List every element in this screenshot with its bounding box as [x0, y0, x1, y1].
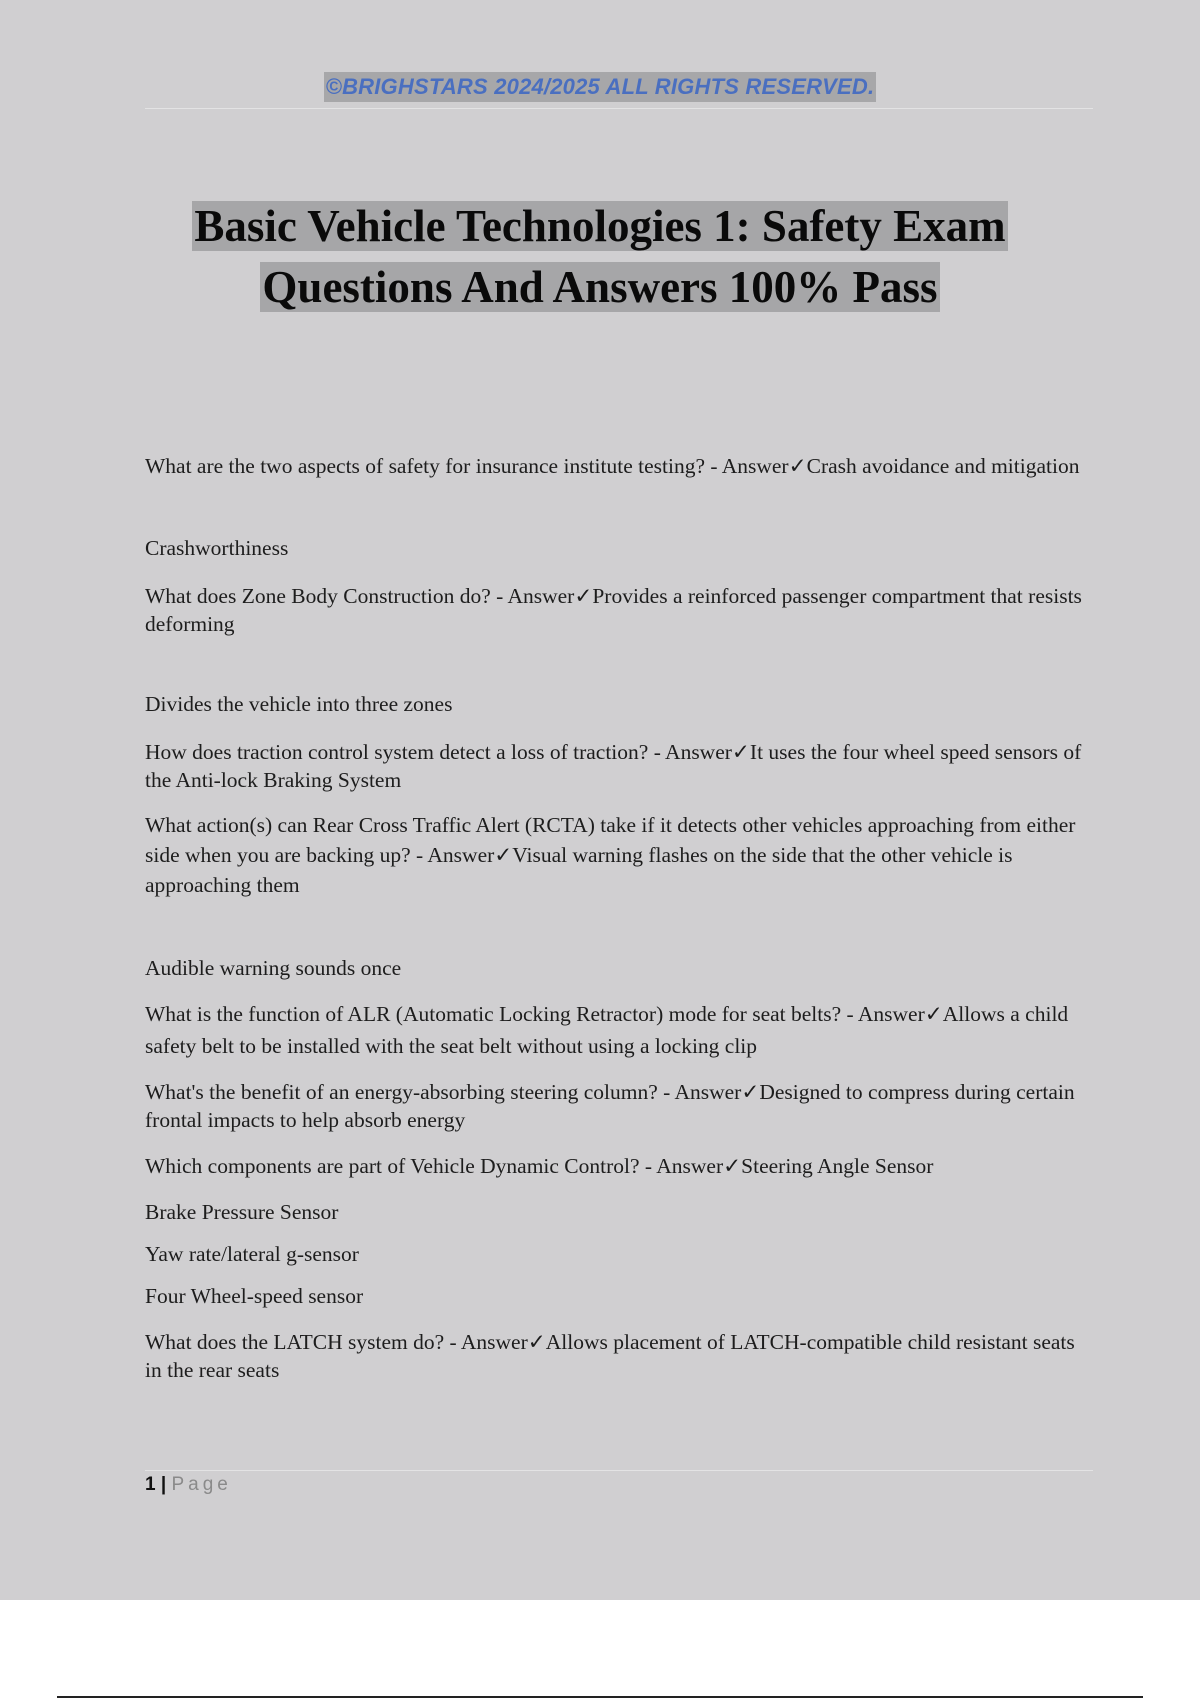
qa-paragraph: Audible warning sounds once: [145, 956, 402, 980]
qa-paragraph: How does traction control system detect a loss of traction? - Answer✓It uses the four wheel speed sensors of the Anti-lock Braking System: [145, 740, 1082, 792]
qa-paragraph: What does the LATCH system do? - Answer✓Allows placement of LATCH-compatible child resistant seats in the rear seats: [145, 1330, 1075, 1382]
document-body: [145, 452, 1093, 1384]
title-line-2: Questions And Answers 100% Pass: [262, 262, 938, 312]
page-separator: |: [160, 1474, 167, 1495]
page-footer: [145, 1474, 232, 1496]
qa-paragraph: What's the benefit of an energy-absorbing steering column? - Answer✓Designed to compress during certain frontal impacts to help absorb energy: [145, 1080, 1075, 1132]
qa-paragraph: What action(s) can Rear Cross Traffic Alert (RCTA) take if it detects other vehicles approaching from either side when you are backing up? - Answer✓Visual warning flashes on the side that the other vehicle is approaching them: [145, 813, 1076, 897]
qa-paragraph: Yaw rate/lateral g-sensor: [145, 1242, 359, 1266]
header-divider: [145, 108, 1093, 109]
title-line-1: Basic Vehicle Technologies 1: Safety Exam: [194, 201, 1006, 251]
footer-divider: [145, 1470, 1093, 1471]
next-page-top-rule: [57, 1696, 1143, 1698]
qa-paragraph: What does Zone Body Construction do? - Answer✓Provides a reinforced passenger compartment that resists deforming: [145, 584, 1082, 636]
page-header: [0, 72, 1200, 102]
page-label: Page: [171, 1474, 232, 1495]
qa-paragraph: Which components are part of Vehicle Dynamic Control? - Answer✓Steering Angle Sensor: [145, 1154, 934, 1178]
qa-paragraph: Brake Pressure Sensor: [145, 1200, 339, 1224]
qa-paragraph: What is the function of ALR (Automatic Locking Retractor) mode for seat belts? - Answer✓Allows a child safety belt to be installed with the seat belt without using a locking clip: [145, 1002, 1069, 1058]
document-title: [0, 196, 1200, 318]
copyright-notice: ©BRIGHSTARS 2024/2025 ALL RIGHTS RESERVED.: [324, 72, 877, 102]
qa-paragraph: What are the two aspects of safety for insurance institute testing? - Answer✓Crash avoidance and mitigation: [145, 454, 1080, 478]
page-number: 1: [145, 1474, 156, 1495]
qa-paragraph: Crashworthiness: [145, 536, 289, 560]
qa-paragraph: Four Wheel-speed sensor: [145, 1284, 364, 1308]
qa-paragraph: Divides the vehicle into three zones: [145, 692, 453, 716]
